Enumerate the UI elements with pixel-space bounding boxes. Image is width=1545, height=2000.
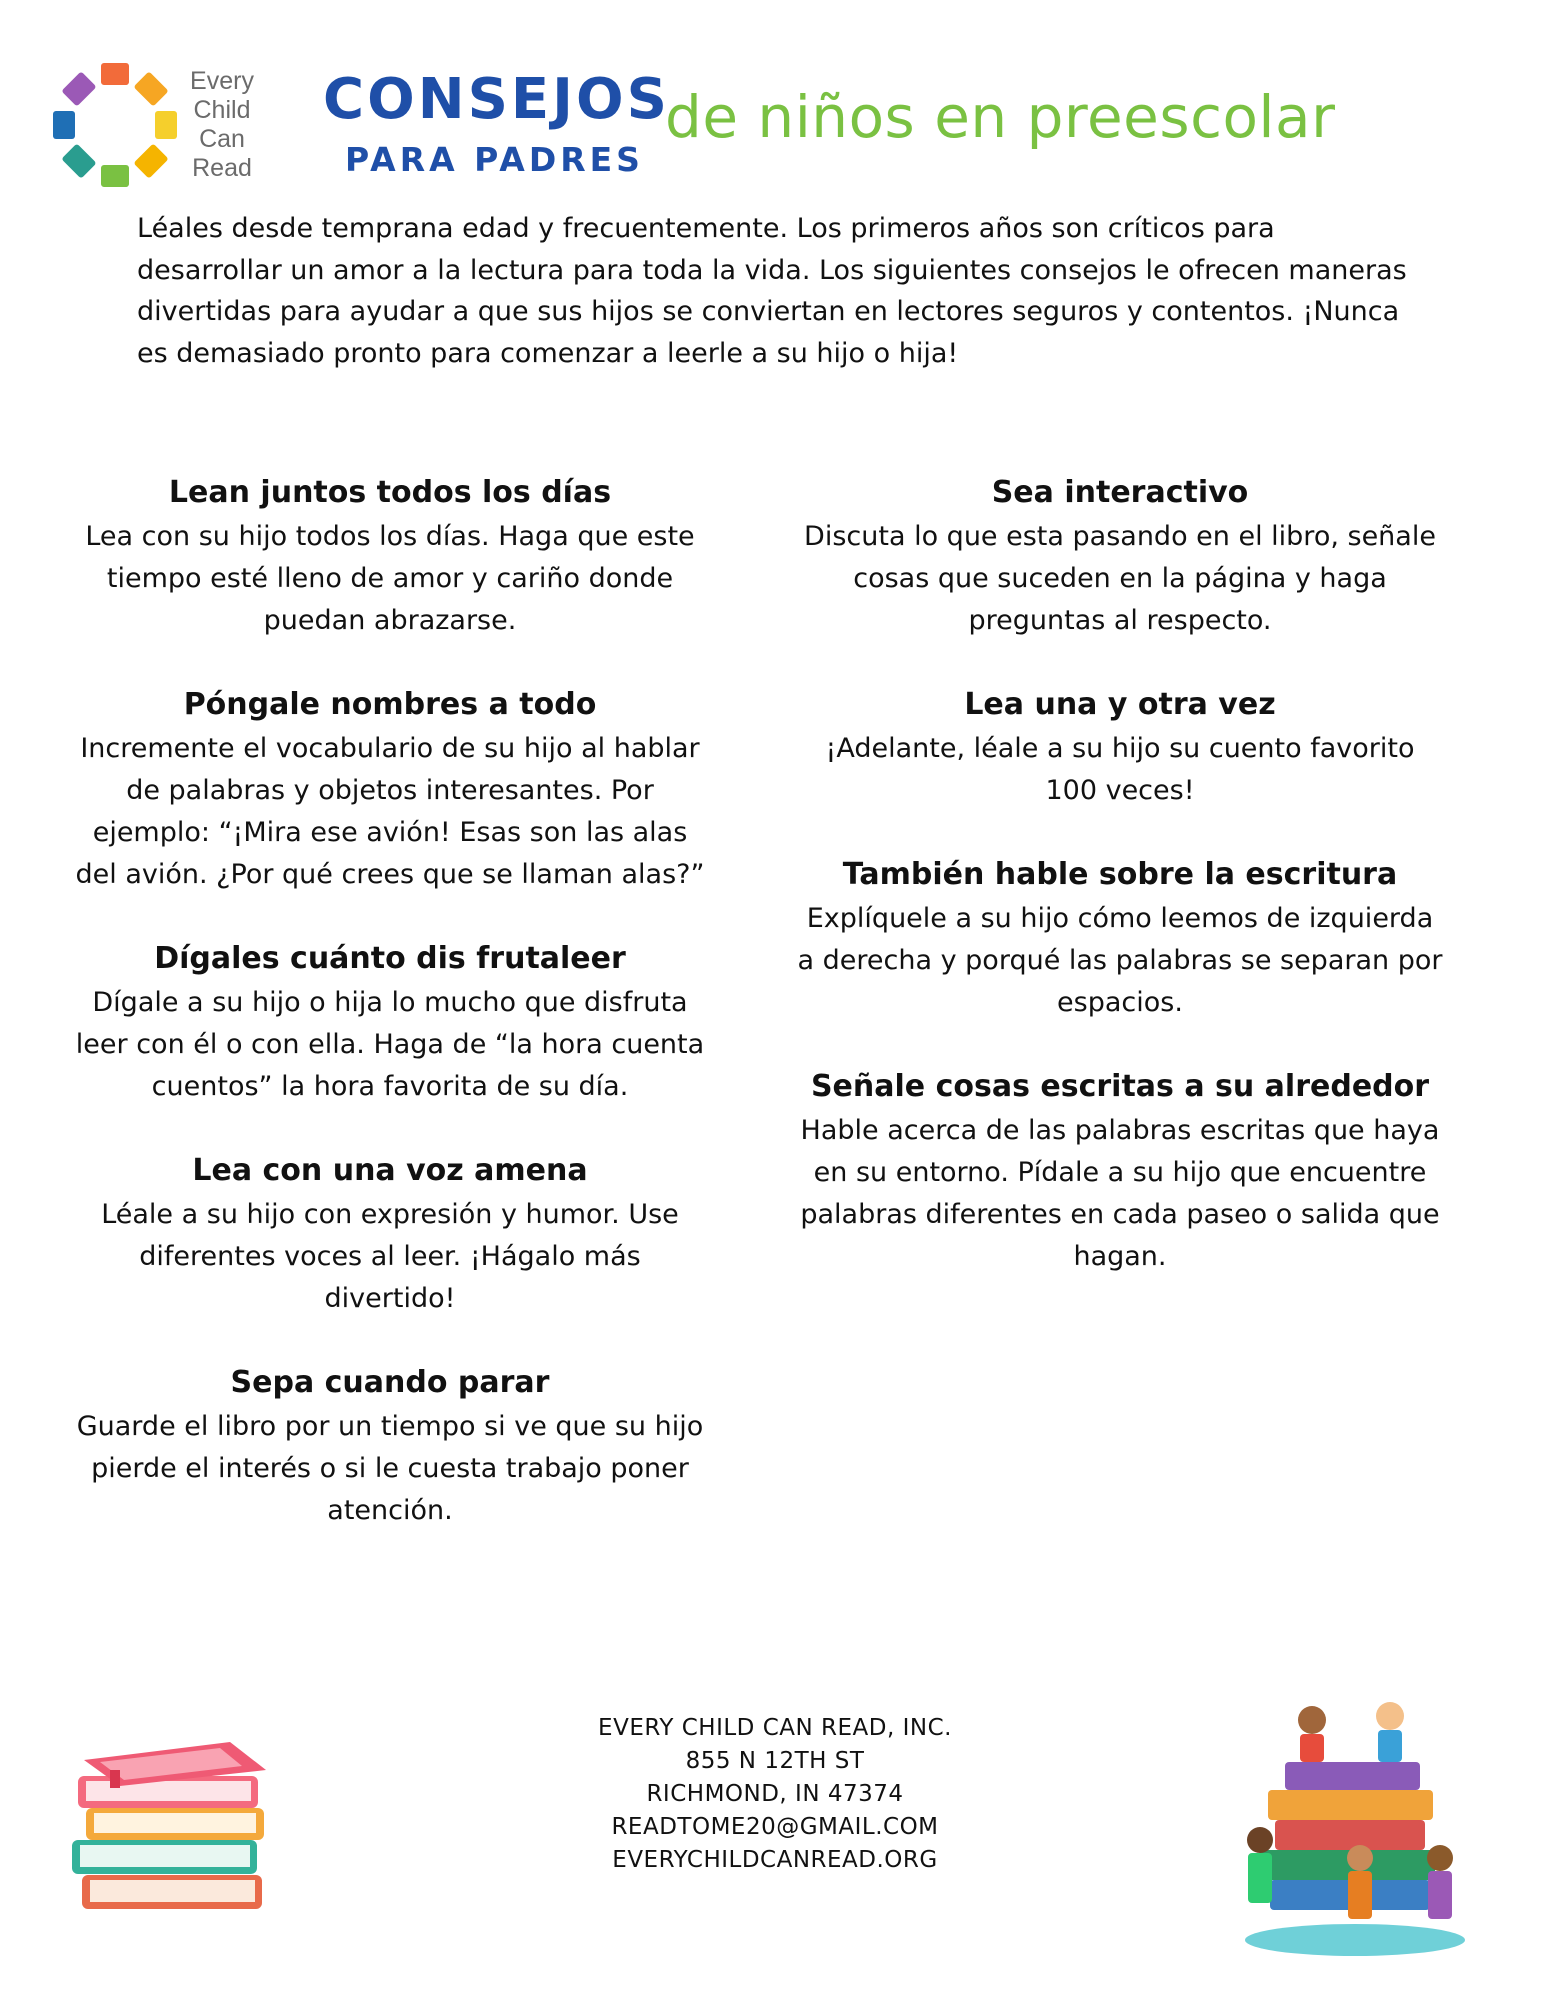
tips-column-left xyxy=(45,470,735,1572)
tip-line: hagan. xyxy=(1073,1241,1167,1272)
org-name: EVERY CHILD CAN READ, INC. xyxy=(598,1715,952,1741)
tip-line: Dígale a su hijo o hija lo mucho que disfruta xyxy=(92,987,688,1018)
page-title: CONSEJOS xyxy=(323,67,670,132)
logo-line: Can xyxy=(199,125,245,153)
tip-heading: Póngale nombres a todo xyxy=(183,687,597,722)
tip-line: de palabras y objetos interesantes. Por xyxy=(126,775,654,806)
tip-block xyxy=(45,682,735,896)
tip-heading: Lean juntos todos los días xyxy=(168,475,612,510)
tip-line: Discuta lo que esta pasando en el libro, señale xyxy=(804,521,1436,552)
tip-line: a derecha y porqué las palabras se separan por xyxy=(797,945,1443,976)
tip-line: divertido! xyxy=(324,1283,456,1314)
tip-heading: También hable sobre la escritura xyxy=(842,857,1398,892)
tip-block xyxy=(45,1148,735,1320)
tip-block xyxy=(770,470,1470,642)
tip-line: Lea con su hijo todos los días. Haga que este xyxy=(85,521,695,552)
tip-line: pierde el interés o si le cuesta trabajo poner xyxy=(91,1453,689,1484)
tip-line: cosas que suceden en la página y haga xyxy=(853,563,1387,594)
tip-line: ejemplo: “¡Mira ese avión! Esas son las alas xyxy=(92,817,688,848)
tip-line: palabras diferentes en cada paseo o salida que xyxy=(800,1199,1440,1230)
logo-books-wheel-icon xyxy=(50,55,180,195)
tip-heading: Sea interactivo xyxy=(991,475,1249,510)
tip-block xyxy=(770,852,1470,1024)
book-stack-illustration xyxy=(70,1740,280,1924)
tip-line: espacios. xyxy=(1057,987,1183,1018)
tip-line: tiempo esté lleno de amor y cariño donde xyxy=(106,563,674,594)
logo-line: Every xyxy=(190,67,254,95)
tip-line: del avión. ¿Por qué crees que se llaman alas?” xyxy=(75,859,705,890)
tip-line: Incremente el vocabulario de su hijo al hablar xyxy=(80,733,700,764)
logo-text xyxy=(182,67,262,183)
tip-line: en su entorno. Pídale a su hijo que encuentre xyxy=(813,1157,1427,1188)
book-stack-icon xyxy=(70,1740,280,1920)
tip-line: puedan abrazarse. xyxy=(263,605,517,636)
tip-line: 100 veces! xyxy=(1045,775,1195,806)
tip-line: Léale a su hijo con expresión y humor. Use xyxy=(101,1199,679,1230)
logo-line: Child xyxy=(193,96,251,124)
tip-line: Explíquele a su hijo cómo leemos de izquierda xyxy=(806,903,1434,934)
tip-block xyxy=(45,1360,735,1532)
tip-heading: Lea una y otra vez xyxy=(964,687,1276,722)
tip-line: atención. xyxy=(327,1495,453,1526)
kids-on-books-icon xyxy=(1240,1690,1470,1960)
city-state-zip: RICHMOND, IN 47374 xyxy=(646,1781,904,1807)
tip-line: Guarde el libro por un tiempo si ve que su hijo xyxy=(76,1411,704,1442)
tip-heading: Dígales cuánto dis frutaleer xyxy=(154,941,626,976)
page-subtitle: PARA PADRES xyxy=(345,140,644,179)
tip-block xyxy=(770,682,1470,812)
tip-line: diferentes voces al leer. ¡Hágalo más xyxy=(139,1241,641,1272)
logo-line: Read xyxy=(192,154,252,182)
tip-heading: Señale cosas escritas a su alrededor xyxy=(810,1069,1430,1104)
street-address: 855 N 12TH ST xyxy=(685,1748,865,1774)
tip-block xyxy=(45,936,735,1108)
tip-block xyxy=(45,470,735,642)
intro-paragraph: Léales desde temprana edad y frecuentemente. Los primeros años son críticos para desarrollar un amor a la lectura para toda la vida. Los siguientes consejos le ofrecen maneras divertidas para ayudar a que sus hijos se conviertan en lectores seguros y contentos. ¡Nunca es demasiado pronto para comenzar a leerle a su hijo o hija! xyxy=(137,213,1407,369)
page-title-green: de niños en preescolar xyxy=(665,83,1336,151)
tips-column-right xyxy=(770,470,1470,1318)
logo xyxy=(50,55,255,195)
tip-block xyxy=(770,1064,1470,1278)
tip-heading: Sepa cuando parar xyxy=(230,1365,550,1400)
tip-heading: Lea con una voz amena xyxy=(192,1153,588,1188)
tip-line: cuentos” la hora favorita de su día. xyxy=(151,1071,629,1102)
email-link[interactable]: READTOME20@GMAIL.COM xyxy=(611,1814,939,1840)
tip-line: leer con él o con ella. Haga de “la hora cuenta xyxy=(75,1029,705,1060)
contact-address xyxy=(520,1712,1030,1877)
website-link[interactable]: EVERYCHILDCANREAD.ORG xyxy=(612,1847,938,1873)
tip-line: ¡Adelante, léale a su hijo su cuento favorito xyxy=(825,733,1415,764)
tip-line: Hable acerca de las palabras escritas que haya xyxy=(800,1115,1440,1146)
kids-reading-illustration xyxy=(1240,1690,1470,1964)
tip-line: preguntas al respecto. xyxy=(968,605,1272,636)
